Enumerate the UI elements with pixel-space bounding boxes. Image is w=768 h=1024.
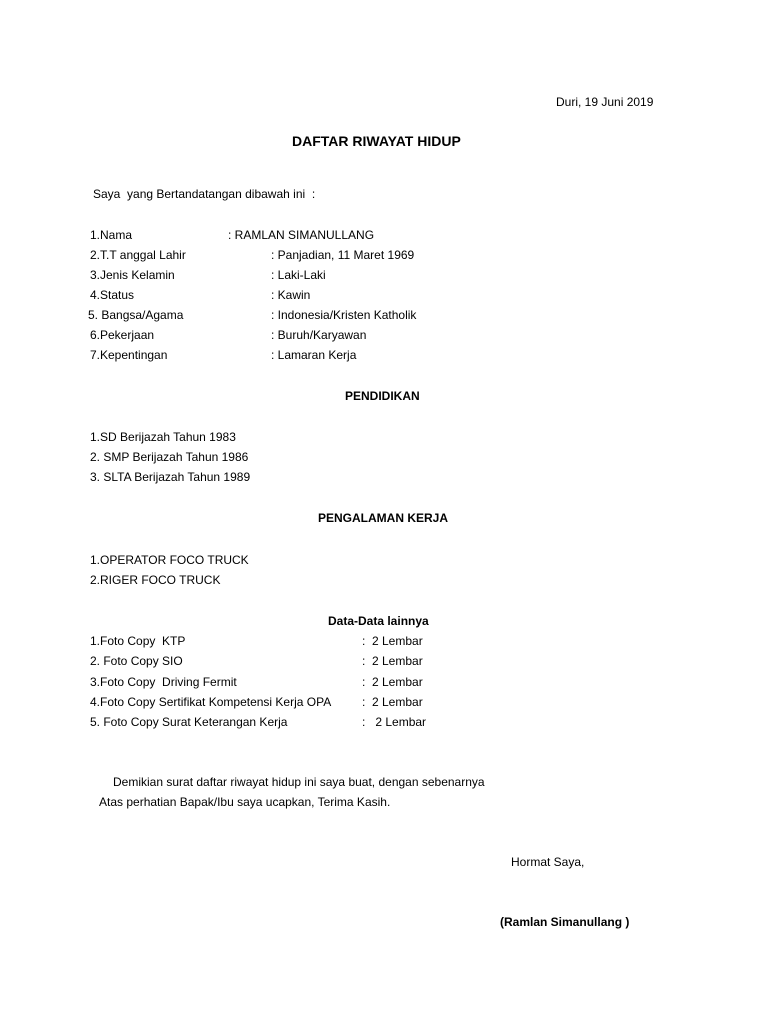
- intro-text: Saya yang Bertandatangan dibawah ini :: [93, 187, 316, 201]
- personal-value-name: : RAMLAN SIMANULLANG: [228, 228, 375, 242]
- personal-value-gender: : Laki-Laki: [271, 268, 326, 282]
- personal-label-occupation: 6.Pekerjaan: [90, 328, 155, 342]
- closing-statement: Demikian surat daftar riwayat hidup ini saya buat, dengan sebenarnya: [113, 775, 485, 789]
- personal-label-name: 1.Nama: [90, 228, 133, 242]
- regards-text: Hormat Saya,: [511, 855, 585, 869]
- personal-value-occupation: : Buruh/Karyawan: [271, 328, 367, 342]
- other-data-value: : 2 Lembar: [362, 675, 423, 689]
- other-data-label: 3.Foto Copy Driving Fermit: [90, 675, 237, 689]
- other-data-label: 5. Foto Copy Surat Keterangan Kerja: [90, 715, 288, 729]
- personal-value-status: : Kawin: [271, 288, 311, 302]
- other-data-value: : 2 Lembar: [362, 695, 423, 709]
- personal-label-purpose: 7.Kepentingan: [90, 348, 168, 362]
- other-data-label: 4.Foto Copy Sertifikat Kompetensi Kerja OPA: [90, 695, 332, 709]
- closing-thanks: Atas perhatian Bapak/Ibu saya ucapkan, Terima Kasih.: [99, 795, 391, 809]
- education-item: 3. SLTA Berijazah Tahun 1989: [90, 470, 251, 484]
- personal-label-nation-religion: 5. Bangsa/Agama: [88, 308, 184, 322]
- personal-label-birth: 2.T.T anggal Lahir: [90, 248, 186, 262]
- other-data-label: 2. Foto Copy SIO: [90, 654, 183, 668]
- personal-label-gender: 3.Jenis Kelamin: [90, 268, 175, 282]
- personal-value-nation-religion: : Indonesia/Kristen Katholik: [271, 308, 417, 322]
- other-data-label: 1.Foto Copy KTP: [90, 634, 186, 648]
- experience-heading: PENGALAMAN KERJA: [318, 511, 449, 525]
- other-data-value: : 2 Lembar: [362, 634, 423, 648]
- personal-value-purpose: : Lamaran Kerja: [271, 348, 357, 362]
- experience-item: 1.OPERATOR FOCO TRUCK: [90, 553, 249, 567]
- education-heading: PENDIDIKAN: [345, 389, 420, 403]
- signature-name: (Ramlan Simanullang ): [500, 915, 630, 929]
- place-date: Duri, 19 Juni 2019: [556, 95, 654, 109]
- other-data-value: : 2 Lembar: [362, 654, 423, 668]
- education-item: 1.SD Berijazah Tahun 1983: [90, 430, 236, 444]
- personal-value-birth: : Panjadian, 11 Maret 1969: [271, 248, 415, 262]
- experience-item: 2.RIGER FOCO TRUCK: [90, 573, 221, 587]
- personal-label-status: 4.Status: [90, 288, 135, 302]
- other-data-value: : 2 Lembar: [362, 715, 427, 729]
- page-title: DAFTAR RIWAYAT HIDUP: [292, 133, 461, 149]
- other-data-heading: Data-Data lainnya: [328, 614, 429, 628]
- education-item: 2. SMP Berijazah Tahun 1986: [90, 450, 249, 464]
